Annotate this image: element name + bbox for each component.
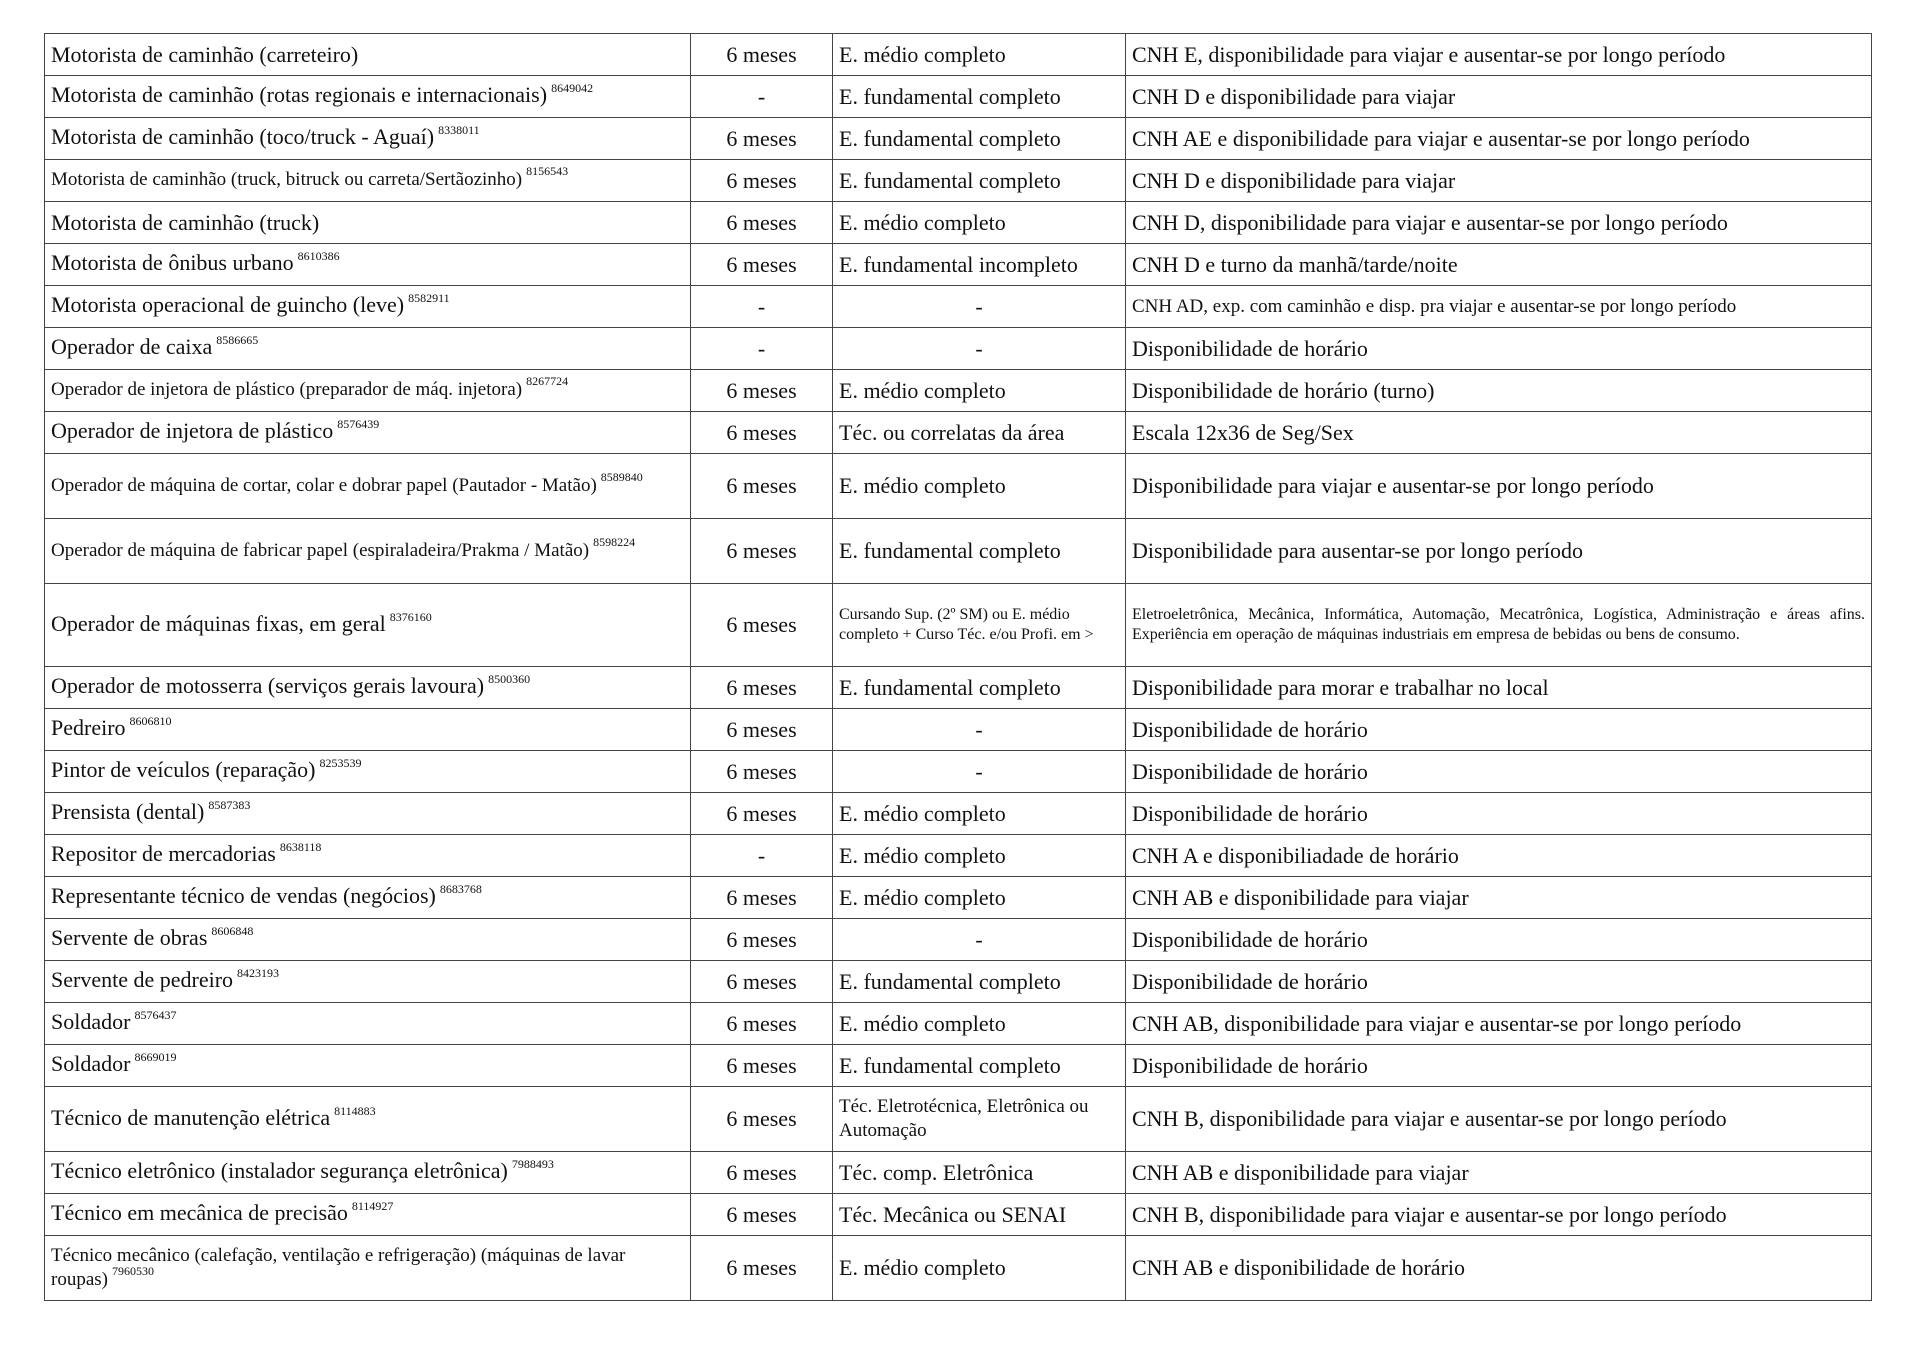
job-code: 8669019	[134, 1050, 177, 1064]
table-row	[45, 370, 1872, 412]
table-row	[45, 1152, 1872, 1194]
job-title-cell	[45, 1152, 691, 1194]
job-title: Operador de motosserra (serviços gerais lavoura)	[51, 673, 485, 698]
table-row	[45, 519, 1872, 584]
job-title: Técnico eletrônico (instalador segurança eletrônica)	[51, 1158, 508, 1183]
table-row	[45, 919, 1872, 961]
job-title-cell	[45, 34, 691, 76]
job-code: 8587383	[208, 798, 251, 812]
requirements-cell: Disponibilidade de horário	[1126, 751, 1872, 793]
duration-cell: 6 meses	[691, 202, 833, 244]
job-title: Operador de máquinas fixas, em geral	[51, 610, 386, 636]
job-code: 8423193	[237, 966, 280, 980]
job-code: 8156543	[526, 164, 569, 178]
job-code: 8638118	[279, 840, 322, 854]
job-title-cell	[45, 1236, 691, 1301]
job-title-cell	[45, 118, 691, 160]
job-title-cell	[45, 961, 691, 1003]
duration-cell: 6 meses	[691, 370, 833, 412]
job-title: Motorista de caminhão (truck, bitruck ou carreta/Sertãozinho)	[51, 169, 523, 190]
duration-cell: 6 meses	[691, 519, 833, 584]
job-title: Técnico de manutenção elétrica	[51, 1104, 331, 1130]
education-cell: Cursando Sup. (2º SM) ou E. médio completo + Curso Téc. e/ou Profi. em >	[833, 584, 1126, 667]
job-code: 8586665	[216, 333, 259, 347]
job-title: Operador de máquina de cortar, colar e dobrar papel (Pautador - Matão)	[51, 474, 597, 496]
education-cell: E. fundamental completo	[833, 667, 1126, 709]
requirements-cell: Disponibilidade de horário	[1126, 709, 1872, 751]
job-title: Repositor de mercadorias	[51, 841, 276, 866]
job-title: Servente de pedreiro	[51, 967, 234, 992]
job-title: Servente de obras	[51, 925, 208, 950]
requirements-cell: CNH D e disponibilidade para viajar	[1126, 76, 1872, 118]
job-code: 8589840	[600, 469, 643, 484]
job-code: 8598224	[593, 534, 636, 549]
job-title-cell	[45, 835, 691, 877]
duration-cell: 6 meses	[691, 1194, 833, 1236]
table-row	[45, 76, 1872, 118]
duration-cell: 6 meses	[691, 118, 833, 160]
education-cell: E. médio completo	[833, 835, 1126, 877]
duration-cell: 6 meses	[691, 709, 833, 751]
job-code: 7960530	[111, 1263, 154, 1278]
job-code: 8253539	[319, 756, 362, 770]
education-cell: E. médio completo	[833, 34, 1126, 76]
duration-cell: 6 meses	[691, 1045, 833, 1087]
table-row	[45, 835, 1872, 877]
job-title: Motorista de caminhão (truck)	[51, 209, 320, 235]
job-title: Motorista de caminhão (carreteiro)	[51, 41, 359, 67]
job-code: 8376160	[389, 609, 432, 624]
requirements-cell: Escala 12x36 de Seg/Sex	[1126, 412, 1872, 454]
requirements-cell: CNH AB e disponibilidade para viajar	[1126, 877, 1872, 919]
duration-cell: 6 meses	[691, 34, 833, 76]
table-body	[45, 34, 1872, 1301]
job-code: 8610386	[297, 249, 340, 263]
job-code: 8606848	[211, 924, 254, 938]
table-row	[45, 412, 1872, 454]
education-cell: E. fundamental completo	[833, 961, 1126, 1003]
table-row	[45, 160, 1872, 202]
requirements-cell: CNH E, disponibilidade para viajar e ausentar-se por longo período	[1126, 34, 1872, 76]
duration-cell: -	[691, 286, 833, 328]
duration-cell: 6 meses	[691, 1003, 833, 1045]
education-cell: E. fundamental completo	[833, 76, 1126, 118]
requirements-cell: CNH D, disponibilidade para viajar e ausentar-se por longo período	[1126, 202, 1872, 244]
table-row	[45, 244, 1872, 286]
job-code: 8114883	[334, 1103, 376, 1118]
table-row	[45, 667, 1872, 709]
duration-cell: -	[691, 835, 833, 877]
requirements-cell: Disponibilidade para ausentar-se por longo período	[1126, 519, 1872, 584]
duration-cell: 6 meses	[691, 454, 833, 519]
job-title-cell	[45, 76, 691, 118]
education-cell: E. fundamental completo	[833, 160, 1126, 202]
requirements-cell: Disponibilidade de horário	[1126, 328, 1872, 370]
requirements-cell: CNH B, disponibilidade para viajar e ausentar-se por longo período	[1126, 1087, 1872, 1152]
job-title: Prensista (dental)	[51, 799, 205, 824]
job-code: 8576439	[337, 417, 380, 431]
education-cell: E. fundamental completo	[833, 1045, 1126, 1087]
duration-cell: 6 meses	[691, 160, 833, 202]
job-title-cell	[45, 1087, 691, 1152]
job-title-cell	[45, 286, 691, 328]
job-title-cell	[45, 454, 691, 519]
job-title-cell	[45, 709, 691, 751]
requirements-cell: CNH B, disponibilidade para viajar e ausentar-se por longo período	[1126, 1194, 1872, 1236]
table-row	[45, 961, 1872, 1003]
duration-cell: 6 meses	[691, 1236, 833, 1301]
duration-cell: 6 meses	[691, 961, 833, 1003]
education-cell: Téc. Mecânica ou SENAI	[833, 1194, 1126, 1236]
job-title: Operador de injetora de plástico (preparador de máq. injetora)	[51, 379, 523, 400]
requirements-cell: Disponibilidade de horário	[1126, 793, 1872, 835]
duration-cell: 6 meses	[691, 667, 833, 709]
requirements-cell: Disponibilidade de horário	[1126, 1045, 1872, 1087]
requirements-cell: Disponibilidade para viajar e ausentar-se por longo período	[1126, 454, 1872, 519]
job-title: Motorista de caminhão (toco/truck - Aguaí)	[51, 124, 435, 149]
education-cell: E. médio completo	[833, 1236, 1126, 1301]
table-row	[45, 751, 1872, 793]
requirements-cell: Eletroeletrônica, Mecânica, Informática, Automação, Mecatrônica, Logística, Administração e áreas afins. Experiência em operação de máquinas industriais em empresa de bebidas ou bens de consumo.	[1126, 584, 1872, 667]
job-title-cell	[45, 919, 691, 961]
job-code: 8606810	[129, 714, 172, 728]
job-title-cell	[45, 202, 691, 244]
job-title: Motorista de caminhão (rotas regionais e internacionais)	[51, 82, 548, 107]
job-title: Motorista operacional de guincho (leve)	[51, 292, 405, 317]
table-row	[45, 1087, 1872, 1152]
job-title-cell	[45, 667, 691, 709]
table-row	[45, 1194, 1872, 1236]
education-cell: E. fundamental completo	[833, 519, 1126, 584]
requirements-cell: Disponibilidade de horário	[1126, 961, 1872, 1003]
job-title-cell	[45, 793, 691, 835]
job-title: Pedreiro	[51, 715, 126, 740]
job-code: 8582911	[408, 291, 450, 305]
duration-cell: 6 meses	[691, 584, 833, 667]
job-title: Operador de caixa	[51, 334, 213, 359]
table-row	[45, 877, 1872, 919]
job-code: 8338011	[438, 123, 480, 137]
job-code: 8500360	[488, 672, 531, 686]
job-title-cell	[45, 1045, 691, 1087]
job-code: 8114927	[351, 1199, 394, 1213]
requirements-cell: CNH D e turno da manhã/tarde/noite	[1126, 244, 1872, 286]
job-listings-table	[44, 33, 1872, 1301]
education-cell: -	[833, 751, 1126, 793]
requirements-cell: Disponibilidade para morar e trabalhar no local	[1126, 667, 1872, 709]
job-title-cell	[45, 751, 691, 793]
requirements-cell: CNH AB e disponibilidade para viajar	[1126, 1152, 1872, 1194]
education-cell: -	[833, 709, 1126, 751]
table-row	[45, 793, 1872, 835]
job-code: 7988493	[511, 1157, 554, 1171]
table-row	[45, 1003, 1872, 1045]
duration-cell: 6 meses	[691, 412, 833, 454]
table-row	[45, 584, 1872, 667]
job-title: Pintor de veículos (reparação)	[51, 757, 316, 782]
duration-cell: 6 meses	[691, 1152, 833, 1194]
education-cell: E. fundamental completo	[833, 118, 1126, 160]
job-title-cell	[45, 244, 691, 286]
duration-cell: -	[691, 328, 833, 370]
job-title-cell	[45, 584, 691, 667]
requirements-cell: Disponibilidade de horário (turno)	[1126, 370, 1872, 412]
job-title: Operador de máquina de fabricar papel (espiraladeira/Prakma / Matão)	[51, 539, 590, 561]
duration-cell: 6 meses	[691, 244, 833, 286]
duration-cell: 6 meses	[691, 877, 833, 919]
job-title-cell	[45, 877, 691, 919]
job-title-cell	[45, 1194, 691, 1236]
job-code: 8576437	[134, 1008, 177, 1022]
education-cell: E. médio completo	[833, 370, 1126, 412]
table-row	[45, 34, 1872, 76]
job-title-cell	[45, 160, 691, 202]
job-code: 8683768	[439, 882, 482, 896]
job-title-cell	[45, 370, 691, 412]
education-cell: E. médio completo	[833, 202, 1126, 244]
education-cell: E. fundamental incompleto	[833, 244, 1126, 286]
job-title: Representante técnico de vendas (negócios)	[51, 883, 436, 908]
job-title-cell	[45, 412, 691, 454]
job-code: 8267724	[526, 374, 569, 388]
job-title: Técnico em mecânica de precisão	[51, 1200, 348, 1225]
education-cell: E. médio completo	[833, 793, 1126, 835]
requirements-cell: CNH AB e disponibilidade de horário	[1126, 1236, 1872, 1301]
job-code: 8649042	[551, 81, 594, 95]
education-cell: -	[833, 286, 1126, 328]
requirements-cell: CNH A e disponibiliadade de horário	[1126, 835, 1872, 877]
table-row	[45, 709, 1872, 751]
education-cell: -	[833, 919, 1126, 961]
job-title: Operador de injetora de plástico	[51, 418, 334, 443]
education-cell: -	[833, 328, 1126, 370]
requirements-cell: CNH AE e disponibilidade para viajar e ausentar-se por longo período	[1126, 118, 1872, 160]
job-title-cell	[45, 519, 691, 584]
duration-cell: 6 meses	[691, 1087, 833, 1152]
education-cell: E. médio completo	[833, 454, 1126, 519]
table-row	[45, 454, 1872, 519]
table-row	[45, 1236, 1872, 1301]
table-row	[45, 118, 1872, 160]
job-title: Técnico mecânico (calefação, ventilação e refrigeração) (máquinas de lavar roupas)	[51, 1244, 626, 1290]
duration-cell: 6 meses	[691, 919, 833, 961]
education-cell: E. médio completo	[833, 1003, 1126, 1045]
duration-cell: -	[691, 76, 833, 118]
job-title: Motorista de ônibus urbano	[51, 250, 294, 275]
job-title: Soldador	[51, 1051, 131, 1076]
table-row	[45, 202, 1872, 244]
education-cell: Téc. ou correlatas da área	[833, 412, 1126, 454]
job-title: Soldador	[51, 1009, 131, 1034]
education-cell: Téc. comp. Eletrônica	[833, 1152, 1126, 1194]
requirements-cell: CNH AD, exp. com caminhão e disp. pra viajar e ausentar-se por longo período	[1126, 286, 1872, 328]
table-row	[45, 286, 1872, 328]
job-title-cell	[45, 1003, 691, 1045]
requirements-cell: CNH D e disponibilidade para viajar	[1126, 160, 1872, 202]
education-cell: Téc. Eletrotécnica, Eletrônica ou Automação	[833, 1087, 1126, 1152]
job-title-cell	[45, 328, 691, 370]
requirements-cell: Disponibilidade de horário	[1126, 919, 1872, 961]
duration-cell: 6 meses	[691, 751, 833, 793]
table-row	[45, 1045, 1872, 1087]
requirements-cell: CNH AB, disponibilidade para viajar e ausentar-se por longo período	[1126, 1003, 1872, 1045]
duration-cell: 6 meses	[691, 793, 833, 835]
education-cell: E. médio completo	[833, 877, 1126, 919]
table-row	[45, 328, 1872, 370]
